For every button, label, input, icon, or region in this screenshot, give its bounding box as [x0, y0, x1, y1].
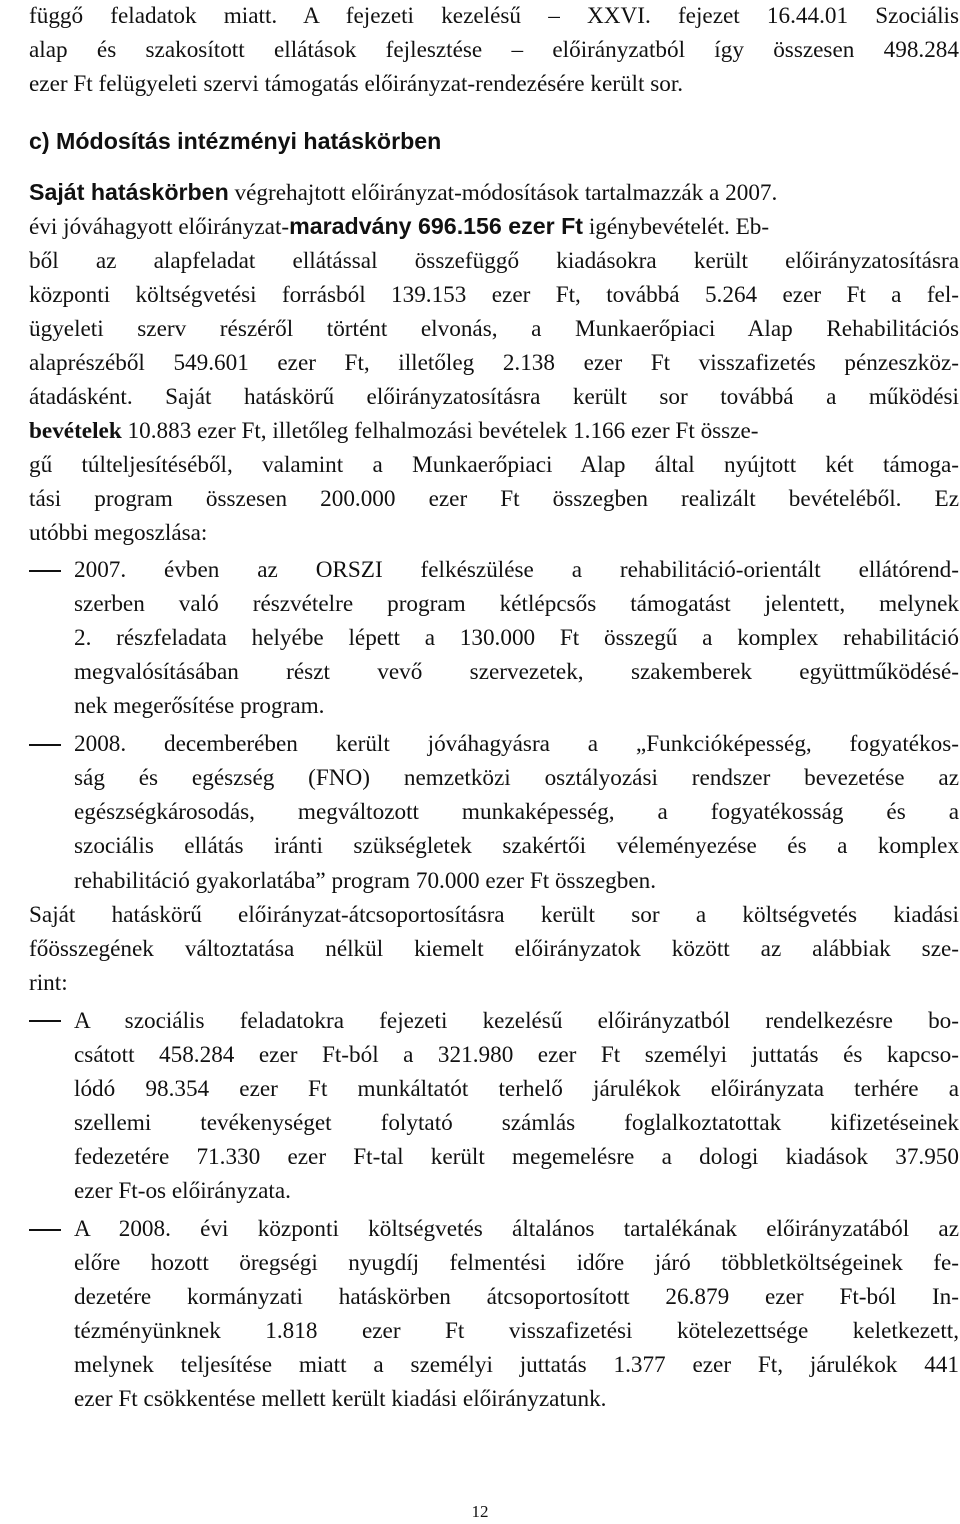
- list-item-line: szerben való részvételre program kétlépcsős támogatást jelentett, melynek: [74, 591, 959, 617]
- text-segment: évi jóváhagyott előirányzat-: [29, 214, 290, 240]
- body-text-line: főösszegének változtatása nélkül kiemelt előirányzatok között az alábbiak sze-: [29, 936, 959, 962]
- list-item-line: előre hozott öregségi nyugdíj felmentési időre járó többletköltségeinek fe-: [74, 1250, 959, 1276]
- body-text-line: függő feladatok miatt. A fejezeti kezelésű – XXVI. fejezet 16.44.01 Szociális: [29, 3, 959, 29]
- body-text-line: ezer Ft felügyeleti szervi támogatás előirányzat-rendezésére került sor.: [29, 71, 684, 97]
- body-text-line: átadásként. Saját hatáskörű előirányzatosításra került sor továbbá a működési: [29, 384, 959, 410]
- list-item-line: lódó 98.354 ezer Ft munkáltatót terhelő járulékok előirányzata terhére a: [74, 1076, 959, 1102]
- list-bullet-dash: [29, 744, 61, 746]
- body-text-line: Saját hatáskörű előirányzat-átcsoportosításra került sor a költségvetés kiadási: [29, 902, 959, 928]
- list-item-line: szellemi tevékenységet folytató számlás foglalkoztatottak kifizetéseinek: [74, 1110, 959, 1136]
- list-bullet-dash: [29, 1020, 61, 1022]
- list-item-line: dezetére kormányzati hatáskörben átcsoportosított 26.879 ezer Ft-ból In-: [74, 1284, 959, 1310]
- list-item-line: melynek teljesítése miatt a személyi juttatás 1.377 ezer Ft, járulékok 441: [74, 1352, 959, 1378]
- body-text-line: központi költségvetési forrásból 139.153 ezer Ft, továbbá 5.264 ezer Ft a fel-: [29, 282, 959, 308]
- text-segment: igénybevételét. Eb-: [583, 214, 770, 240]
- list-item-line: A szociális feladatokra fejezeti kezelésű előirányzatból rendelkezésre bo-: [74, 1008, 959, 1034]
- list-bullet-dash: [29, 570, 61, 572]
- body-text-line: rint:: [29, 970, 68, 996]
- text-segment: 10.883 ezer Ft, illetőleg felhalmozási bevételek 1.166 ezer Ft össze-: [121, 418, 759, 444]
- list-item-line: A 2008. évi központi költségvetés általános tartalékának előirányzatából az: [74, 1216, 959, 1242]
- list-item-line: ezer Ft-os előirányzata.: [74, 1178, 291, 1204]
- bold-phrase: maradvány 696.156 ezer Ft: [289, 213, 584, 239]
- text-segment: végrehajtott előirányzat-módosítások tartalmazzák a 2007.: [228, 180, 778, 206]
- list-bullet-dash: [29, 1229, 61, 1231]
- page-number: 12: [471, 1502, 489, 1521]
- body-text-line: utóbbi megoszlása:: [29, 520, 208, 546]
- list-item-line: 2007. évben az ORSZI felkészülése a rehabilitáció-orientált ellátórend-: [74, 557, 959, 583]
- list-item-line: fedezetére 71.330 ezer Ft-tal került megemelésre a dologi kiadások 37.950: [74, 1144, 959, 1170]
- list-item-line: ság és egészség (FNO) nemzetközi osztályozási rendszer bevezetése az: [74, 765, 959, 791]
- bold-phrase: bevételek: [29, 418, 122, 444]
- body-text-line: [29, 175, 959, 211]
- list-item-line: tézményünknek 1.818 ezer Ft visszafizetési kötelezettsége keletkezett,: [74, 1318, 959, 1344]
- body-text-line: gű túlteljesítéséből, valamint a Munkaerőpiaci Alap által nyújtott két támoga-: [29, 452, 959, 478]
- body-text-line: tási program összesen 200.000 ezer Ft összegben realizált bevételéből. Ez: [29, 486, 959, 512]
- list-item-line: 2. részfeladata helyébe lépett a 130.000 Ft összegű a komplex rehabilitáció: [74, 625, 959, 651]
- list-item-line: ezer Ft csökkentése mellett került kiadási előirányzatunk.: [74, 1386, 607, 1412]
- list-item-line: egészségkárosodás, megváltozott munkaképesség, a fogyatékosság és a: [74, 799, 959, 825]
- body-text-line: [29, 209, 959, 245]
- body-text-line: [29, 414, 959, 449]
- body-text-line: alaprészéből 549.601 ezer Ft, illetőleg 2.138 ezer Ft visszafizetés pénzeszköz-: [29, 350, 959, 376]
- list-item-line: rehabilitáció gyakorlatába” program 70.000 ezer Ft összegben.: [74, 868, 657, 894]
- list-item-line: csátott 458.284 ezer Ft-ból a 321.980 ezer Ft személyi juttatás és kapcso-: [74, 1042, 959, 1068]
- list-item-line: szociális ellátás iránti szükségletek szakértői véleményezése és a komplex: [74, 833, 959, 859]
- list-item-line: 2008. decemberében került jóváhagyásra a „Funkcióképesség, fogyatékos-: [74, 731, 959, 757]
- bold-phrase: Saját hatáskörben: [29, 179, 229, 205]
- list-item-line: megvalósításában részt vevő szervezetek, szakemberek együttműködésé-: [74, 659, 959, 685]
- section-heading: c) Módosítás intézményi hatáskörben: [29, 128, 442, 154]
- body-text-line: ből az alapfeladat ellátással összefüggő kiadásokra került előirányzatosításra: [29, 248, 959, 274]
- body-text-line: alap és szakosított ellátások fejlesztése – előirányzatból így összesen 498.284: [29, 37, 959, 63]
- list-item-line: nek megerősítése program.: [74, 693, 325, 719]
- body-text-line: ügyeleti szerv részéről történt elvonás, a Munkaerőpiaci Alap Rehabilitációs: [29, 316, 959, 342]
